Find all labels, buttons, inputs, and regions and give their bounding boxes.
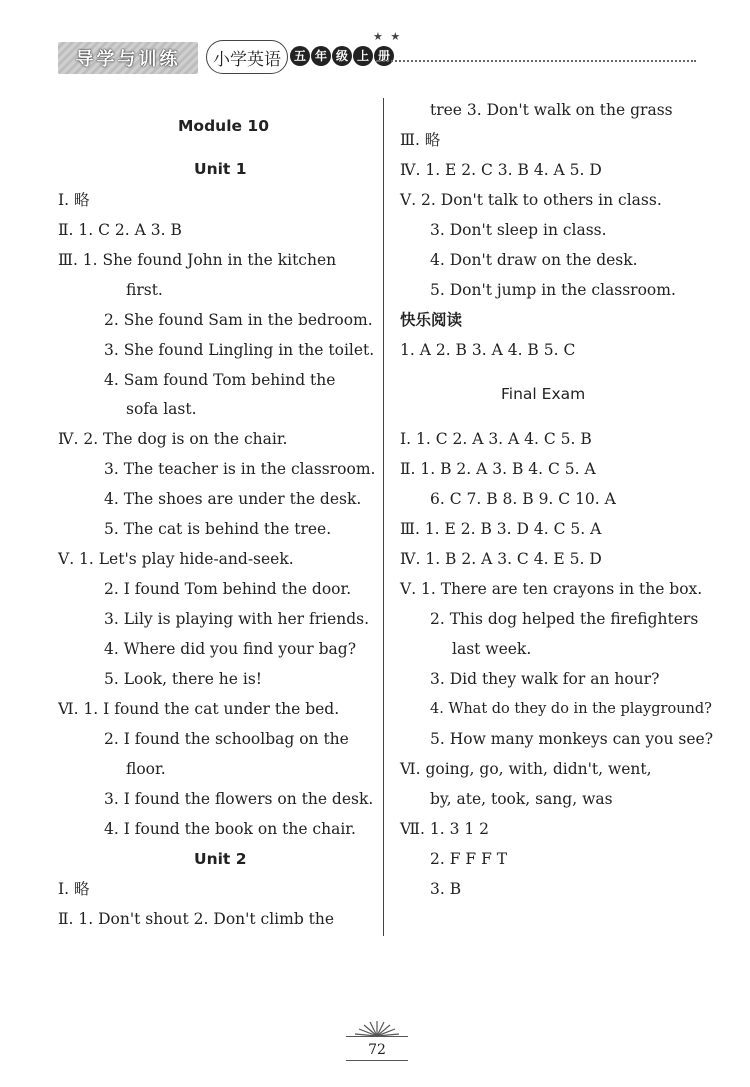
answer-line: Ⅰ. 略 xyxy=(58,880,90,898)
unit1-title: Unit 1 xyxy=(194,160,247,178)
answer-line: 4. I found the book on the chair. xyxy=(104,820,356,838)
grade-char: 册 xyxy=(374,46,394,66)
answer-line: floor. xyxy=(126,760,166,778)
answer-line: 4. The shoes are under the desk. xyxy=(104,490,362,508)
happy-reading-title: 快乐阅读 xyxy=(400,311,463,329)
answer-line: Ⅰ. 1. C 2. A 3. A 4. C 5. B xyxy=(400,430,592,448)
answer-line: Ⅵ. going, go, with, didn't, went, xyxy=(400,760,652,778)
answer-line: Ⅲ. 略 xyxy=(400,131,441,149)
answer-line: 2. She found Sam in the bedroom. xyxy=(104,311,373,329)
answer-line: Ⅱ. 1. C 2. A 3. B xyxy=(58,221,182,239)
footer-rule xyxy=(346,1036,408,1037)
answer-line: Ⅳ. 1. E 2. C 3. B 4. A 5. D xyxy=(400,161,602,179)
answer-line: 2. I found Tom behind the door. xyxy=(104,580,352,598)
answer-line: Ⅶ. 1. 3 1 2 xyxy=(400,820,490,838)
answer-line: 3. Did they walk for an hour? xyxy=(430,670,660,688)
answer-line: 3. Don't sleep in class. xyxy=(430,221,607,239)
grade-char: 年 xyxy=(311,46,331,66)
page-footer xyxy=(342,1018,412,1068)
answer-line: 3. The teacher is in the classroom. xyxy=(104,460,376,478)
answer-line: 3. I found the flowers on the desk. xyxy=(104,790,374,808)
answer-line: 2. This dog helped the firefighters xyxy=(430,610,699,628)
column-divider xyxy=(383,98,384,936)
answer-line: 2. F F F T xyxy=(430,850,508,868)
answer-line: Ⅱ. 1. Don't shout 2. Don't climb the xyxy=(58,910,335,928)
answer-line: 4. Sam found Tom behind the xyxy=(104,371,336,389)
answer-line: 5. Look, there he is! xyxy=(104,670,263,688)
series-brand: 导学与训练 xyxy=(58,42,198,74)
grade-char: 上 xyxy=(353,46,373,66)
star-icon: ★ ★ xyxy=(373,30,403,43)
page-header xyxy=(58,30,698,80)
answer-line: 4. What do they do in the playground? xyxy=(430,701,712,717)
grade-char: 级 xyxy=(332,46,352,66)
answer-line: 5. How many monkeys can you see? xyxy=(430,730,714,748)
answer-line: Ⅱ. 1. B 2. A 3. B 4. C 5. A xyxy=(400,460,596,478)
answer-line: Ⅳ. 1. B 2. A 3. C 4. E 5. D xyxy=(400,550,602,568)
answer-line: first. xyxy=(126,281,163,299)
answer-line: 5. The cat is behind the tree. xyxy=(104,520,332,538)
answer-line: Ⅲ. 1. E 2. B 3. D 4. C 5. A xyxy=(400,520,602,538)
answer-line: 3. She found Lingling in the toilet. xyxy=(104,341,375,359)
page-number: 72 xyxy=(368,1042,386,1058)
final-exam-title: Final Exam xyxy=(501,385,586,403)
answer-line: Ⅰ. 略 xyxy=(58,191,90,209)
grade-label xyxy=(290,46,394,66)
answer-line: by, ate, took, sang, was xyxy=(430,790,613,808)
answer-line: 5. Don't jump in the classroom. xyxy=(430,281,676,299)
answer-line: 6. C 7. B 8. B 9. C 10. A xyxy=(430,490,616,508)
answer-line: Ⅵ. 1. I found the cat under the bed. xyxy=(58,700,340,718)
answer-line: tree 3. Don't walk on the grass xyxy=(430,101,673,119)
answer-line: Ⅴ. 1. Let's play hide-and-seek. xyxy=(58,550,294,568)
sun-ornament-icon xyxy=(350,1018,404,1038)
answer-line: Ⅲ. 1. She found John in the kitchen xyxy=(58,251,337,269)
answer-line: Ⅴ. 1. There are ten crayons in the box. xyxy=(400,580,703,598)
answer-line: 2. I found the schoolbag on the xyxy=(104,730,349,748)
header-dotted-rule xyxy=(376,60,696,62)
unit2-title: Unit 2 xyxy=(194,850,247,868)
answer-line: Ⅳ. 2. The dog is on the chair. xyxy=(58,430,288,448)
answer-line: 4. Don't draw on the desk. xyxy=(430,251,638,269)
answer-line: last week. xyxy=(452,640,532,658)
module-title: Module 10 xyxy=(178,117,269,135)
answer-line: Ⅴ. 2. Don't talk to others in class. xyxy=(400,191,662,209)
answer-line: sofa last. xyxy=(126,400,197,418)
answer-line: 3. B xyxy=(430,880,462,898)
subject-label: 小学英语 xyxy=(206,40,288,74)
answer-line: 4. Where did you find your bag? xyxy=(104,640,357,658)
answer-line: 3. Lily is playing with her friends. xyxy=(104,610,370,628)
footer-rule xyxy=(346,1060,408,1061)
answer-line: 1. A 2. B 3. A 4. B 5. C xyxy=(400,341,576,359)
grade-char: 五 xyxy=(290,46,310,66)
